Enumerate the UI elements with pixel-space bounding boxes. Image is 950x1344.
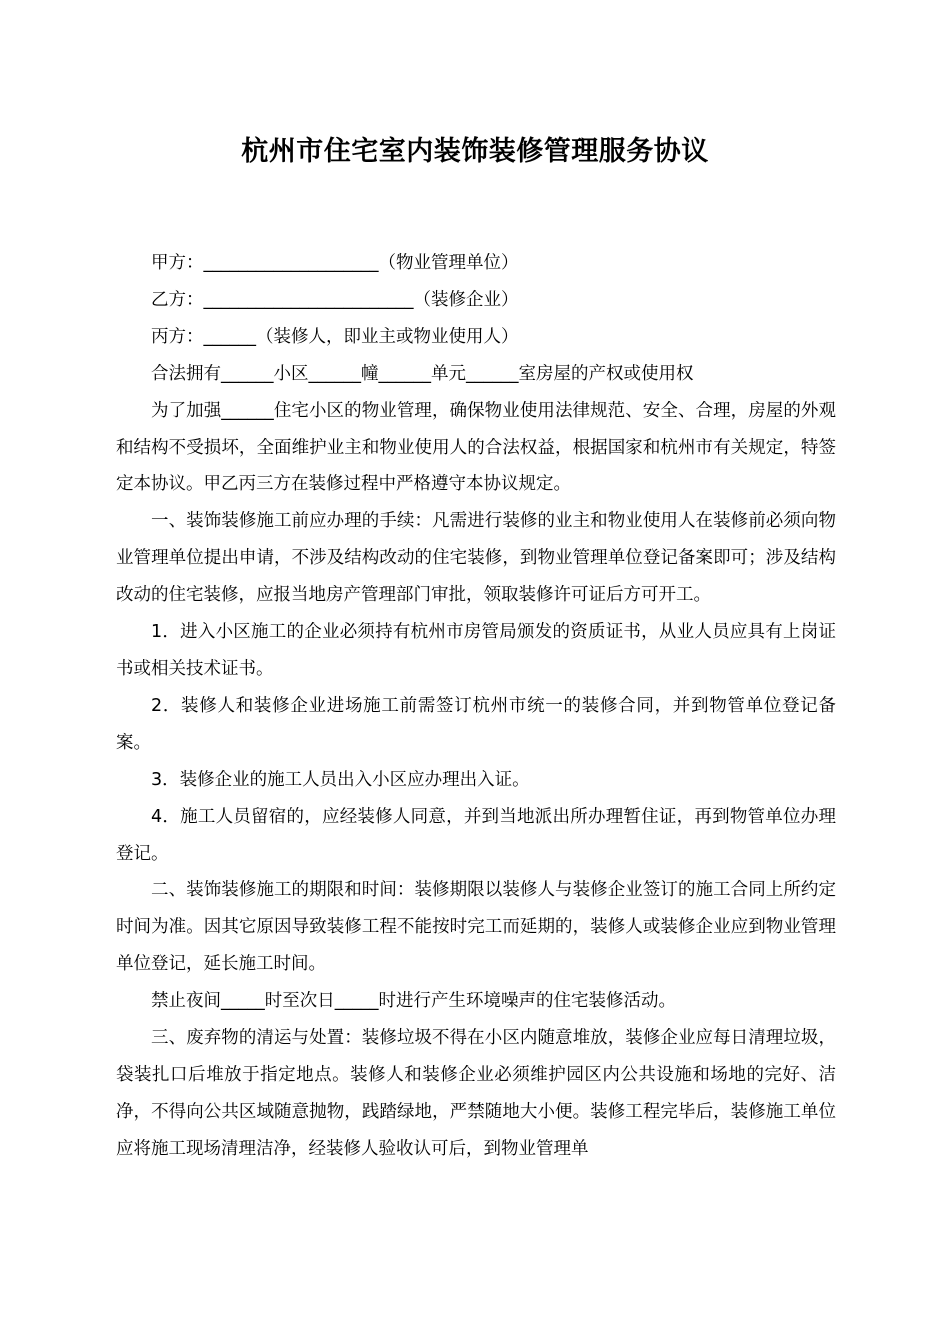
clause-1-3: 3．装修企业的施工人员出入小区应办理出入证。: [151, 769, 530, 790]
document-body: [116, 245, 836, 1168]
party-a-line: 甲方：____________________（物业管理单位）: [151, 253, 519, 273]
party-c-line: 丙方：______（装修人，即业主或物业使用人）: [151, 326, 519, 347]
section-3-paragraph: 三、废弃物的清运与处置：装修垃圾不得在小区内随意堆放，装修企业应每日清理垃圾，袋装扎口后堆放于指定地点。装修人和装修企业必须维护园区内公共设施和场地的完好、洁净，不得向公共区域随意抛物，践踏绿地，严禁随地大小便。装修工程完毕后，装修施工单位应将施工现场清理洁净，经装修人验收认可后，到物业管理单: [116, 1028, 836, 1159]
section-1-paragraph: 一、装饰装修施工前应办理的手续：凡需进行装修的业主和物业使用人在装修前必须向物业管理单位提出申请，不涉及结构改动的住宅装修，到物业管理单位登记备案即可；涉及结构改动的住宅装修，应报当地房产管理部门审批，领取装修许可证后方可开工。: [116, 511, 836, 606]
property-line: 合法拥有______小区______幢______单元______室房屋的产权或使用权: [151, 363, 694, 384]
clause-1-2: 2．装修人和装修企业进场施工前需签订杭州市统一的装修合同，并到物管单位登记备案。: [116, 695, 836, 753]
document-title: 杭州市住宅室内装饰装修管理服务协议: [241, 136, 709, 167]
clause-1-4: 4．施工人员留宿的，应经装修人同意，并到当地派出所办理暂住证，再到物管单位办理登记。: [116, 806, 836, 864]
night-work-ban: 禁止夜间_____时至次日_____时进行产生环境噪声的住宅装修活动。: [151, 991, 676, 1012]
clause-1-1: 1．进入小区施工的企业必须持有杭州市房管局颁发的资质证书，从业人员应具有上岗证书或相关技术证书。: [116, 622, 836, 679]
section-2-paragraph: 二、装饰装修施工的期限和时间：装修期限以装修人与装修企业签订的施工合同上所约定时间为准。因其它原因导致装修工程不能按时完工而延期的，装修人或装修企业应到物业管理单位登记，延长施工时间。: [116, 880, 836, 975]
party-b-line: 乙方：________________________（装修企业）: [151, 289, 519, 310]
preamble-paragraph: 为了加强______住宅小区的物业管理，确保物业使用法律规范、安全、合理，房屋的外观和结构不受损坏，全面维护业主和物业使用人的合法权益，根据国家和杭州市有关规定，特签定本协议。甲乙丙三方在装修过程中严格遵守本协议规定。: [116, 400, 836, 495]
